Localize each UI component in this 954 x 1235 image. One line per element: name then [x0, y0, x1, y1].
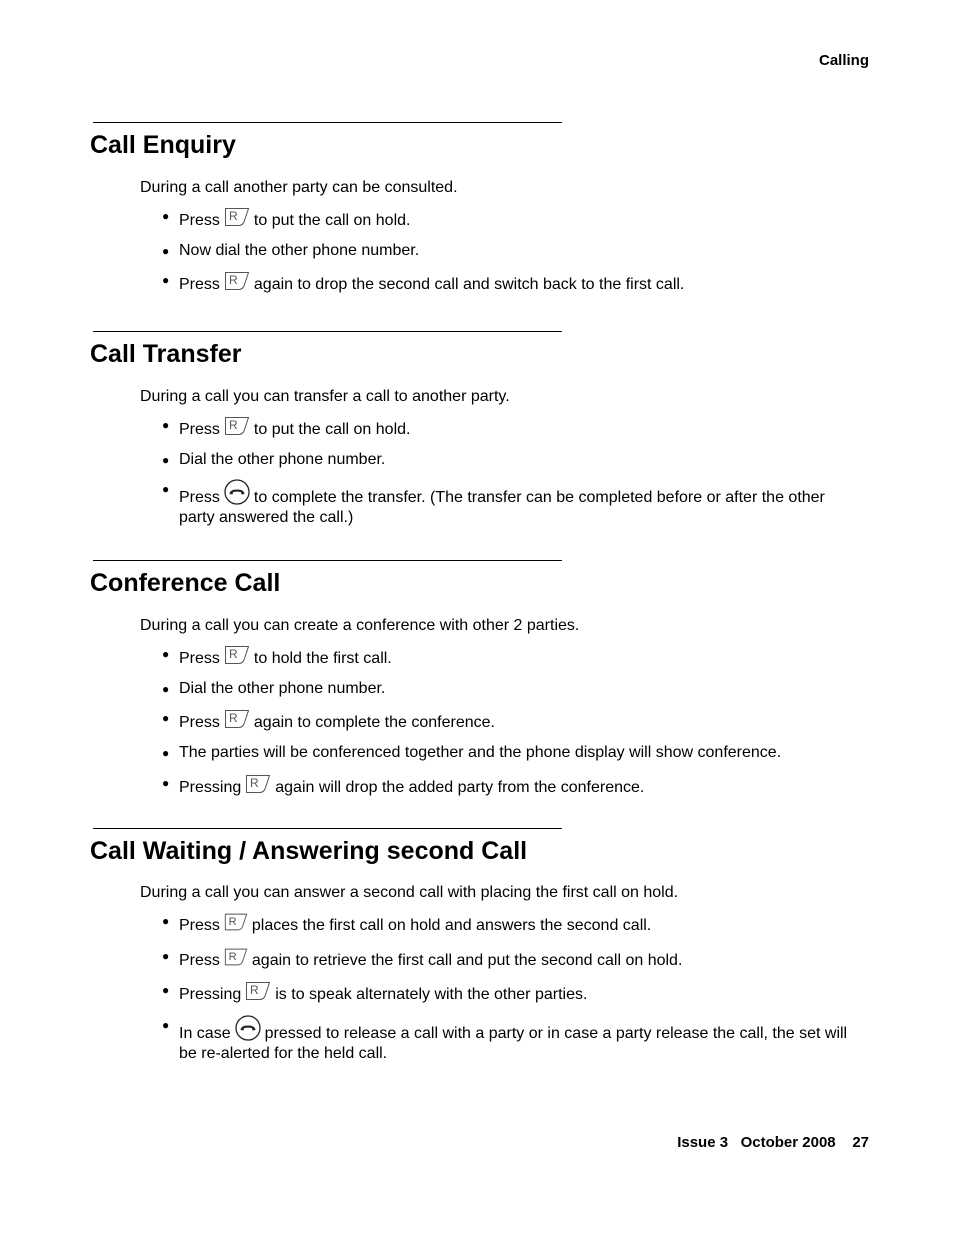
recall-key-icon — [223, 708, 251, 730]
bullet-icon: ● — [162, 746, 170, 761]
recall-key-icon — [223, 644, 251, 666]
instruction-list — [160, 911, 860, 1074]
section-rule — [93, 828, 562, 829]
svg-text:R: R — [228, 273, 238, 288]
section-intro: During a call you can answer a second call with placing the first call on hold. — [140, 884, 679, 901]
item-text-after: again will drop the added party from the conference. — [275, 778, 645, 796]
bullet-icon: ● — [162, 418, 170, 432]
section-title: Call Transfer — [90, 340, 242, 368]
instruction-list — [160, 206, 860, 305]
item-text-before: Press — [179, 951, 220, 969]
section-title: Call Waiting / Answering second Call — [90, 837, 528, 865]
list-item — [160, 415, 860, 440]
bullet-icon: ● — [162, 273, 170, 288]
section-rule — [93, 560, 562, 561]
bullet-icon: ● — [162, 452, 170, 467]
list-item — [160, 206, 860, 231]
item-text-after: again to retrieve the first call and put the second call on hold. — [251, 951, 683, 969]
section-rule — [93, 331, 562, 332]
instruction-list — [160, 644, 860, 807]
svg-text:R: R — [228, 647, 238, 661]
section-title: Conference Call — [90, 569, 281, 597]
item-text-before: Pressing — [179, 986, 242, 1004]
bullet-icon: ● — [162, 243, 170, 258]
item-text-after: to put the call on hold. — [253, 212, 411, 229]
item-text-before: Press — [179, 276, 220, 294]
list-item — [160, 946, 860, 971]
section-intro: During a call you can create a conference with other 2 parties. — [140, 617, 580, 634]
list-item — [160, 644, 860, 669]
bullet-icon: ● — [162, 482, 170, 497]
recall-key-icon — [223, 415, 251, 437]
hang-up-key-icon — [234, 1015, 262, 1041]
footer-date: October 2008 — [740, 1134, 836, 1151]
page-number: 27 — [852, 1134, 869, 1151]
bullet-icon: ● — [162, 1018, 170, 1033]
list-item — [160, 270, 860, 295]
footer-issue: Issue 3 — [677, 1134, 729, 1151]
item-text-before: Press — [179, 650, 220, 667]
svg-text:R: R — [250, 983, 259, 998]
recall-key-icon — [223, 206, 251, 228]
item-text-after: to hold the first call. — [253, 650, 392, 667]
item-text-after: again to drop the second call and switch back to the first call. — [253, 276, 685, 294]
instruction-list — [160, 415, 860, 538]
list-item — [160, 1015, 860, 1064]
item-text-after: to complete the transfer. (The transfer can be completed before or after the other party answered the call.) — [179, 489, 825, 527]
list-item — [160, 450, 860, 470]
svg-text:R: R — [228, 950, 237, 963]
item-text-after: to put the call on hold. — [253, 421, 411, 438]
running-header: Calling — [818, 52, 869, 69]
bullet-icon: ● — [162, 647, 170, 661]
item-text-before: Press — [179, 421, 220, 438]
item-text: Dial the other phone number. — [179, 679, 386, 697]
svg-text:R: R — [250, 775, 259, 790]
list-item — [160, 479, 860, 528]
bullet-icon: ● — [162, 948, 170, 963]
list-item — [160, 980, 860, 1005]
item-text-before: Press — [179, 212, 220, 229]
svg-text:R: R — [228, 209, 238, 223]
section-title: Call Enquiry — [90, 131, 236, 159]
bullet-icon: ● — [162, 983, 170, 998]
item-text-before: Pressing — [179, 778, 242, 796]
list-item — [160, 743, 860, 763]
page-footer — [677, 1134, 869, 1151]
list-item — [160, 708, 860, 733]
item-text: Dial the other phone number. — [179, 450, 386, 468]
list-item — [160, 241, 860, 261]
list-item — [160, 911, 860, 936]
item-text-after: places the first call on hold and answers the second call. — [251, 917, 652, 934]
item-text-before: In case — [179, 1025, 231, 1043]
item-text: The parties will be conferenced together and the phone display will show conference. — [179, 744, 782, 762]
svg-text:R: R — [228, 418, 238, 432]
recall-key-icon — [223, 911, 249, 933]
bullet-icon: ● — [162, 914, 170, 928]
recall-key-icon — [223, 270, 251, 292]
recall-key-icon — [223, 946, 249, 968]
bullet-icon: ● — [162, 681, 170, 696]
bullet-icon: ● — [162, 209, 170, 223]
bullet-icon: ● — [162, 775, 170, 790]
svg-text:R: R — [228, 915, 237, 928]
item-text-after: pressed to release a call with a party or in case a party release the call, the set will be re-alerted for the held call. — [179, 1025, 848, 1063]
recall-key-icon — [244, 773, 272, 795]
bullet-icon: ● — [162, 711, 170, 726]
list-item — [160, 773, 860, 798]
svg-text:R: R — [228, 711, 238, 726]
item-text-before: Press — [179, 917, 220, 934]
item-text-after: again to complete the conference. — [253, 714, 495, 732]
item-text-before: Press — [179, 714, 220, 732]
item-text-before: Press — [179, 489, 220, 507]
hang-up-key-icon — [223, 479, 251, 505]
item-text: Now dial the other phone number. — [179, 241, 420, 259]
item-text-after: is to speak alternately with the other parties. — [275, 986, 588, 1004]
recall-key-icon — [244, 980, 272, 1002]
section-intro: During a call another party can be consulted. — [140, 179, 458, 196]
list-item — [160, 679, 860, 699]
section-intro: During a call you can transfer a call to another party. — [140, 388, 510, 405]
section-rule — [93, 122, 562, 123]
